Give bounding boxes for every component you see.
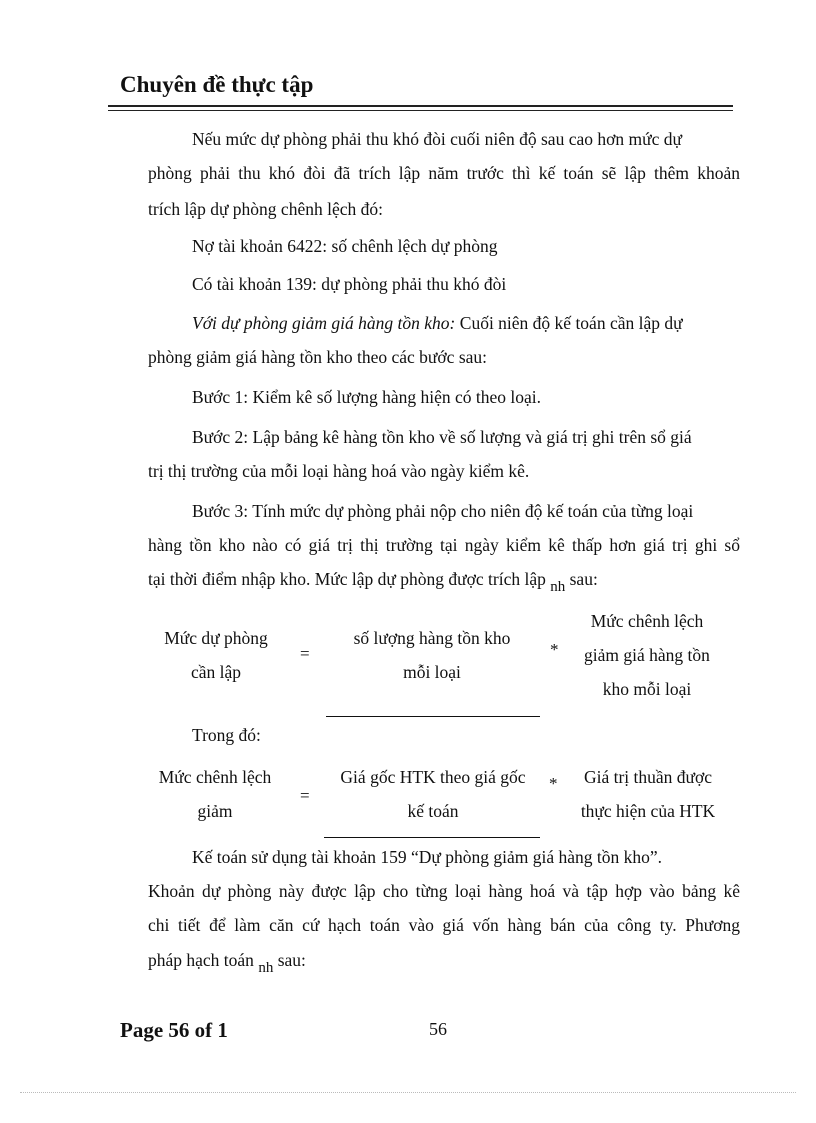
- formula-2-equals: =: [300, 786, 310, 805]
- entry-co: Có tài khoản 139: dự phòng phải thu khó đòi: [192, 274, 507, 294]
- formula-1-right: [568, 604, 726, 706]
- formula-2-middle-line-2: kế toán: [407, 801, 459, 821]
- formula-1-left: [150, 621, 282, 689]
- formula-2-middle-line-1: Giá gốc HTK theo giá gốc: [340, 767, 526, 787]
- step-3-line-3-a: tại thời điểm nhập kho. Mức lập dự phòng được trích lập: [148, 569, 546, 589]
- paragraph-2-line-2: phòng giảm giá hàng tồn kho theo các bước sau:: [148, 347, 488, 367]
- formula-1-middle-line-2: mỗi loại: [403, 662, 461, 682]
- paragraph-3-line-4-a: pháp hạch toán: [148, 950, 254, 970]
- formula-2-fraction-bar: [324, 837, 540, 838]
- formula-2-middle: [322, 760, 544, 828]
- formula-2-right-line-2: thực hiện của HTK: [580, 801, 716, 821]
- formula-1-times: *: [550, 640, 559, 659]
- formula-2-left: [145, 760, 285, 828]
- formula-1-right-line-1: Mức chênh lệch: [590, 611, 704, 631]
- step-3-line-3-b: sau:: [569, 569, 598, 589]
- step-2-line-1: Bước 2: Lập bảng kê hàng tồn kho về số lượng và giá trị ghi trên sổ giá: [192, 427, 692, 447]
- formula-1-left-line-2: cần lập: [190, 662, 242, 682]
- step-2-line-2: trị thị trường của mỗi loại hàng hoá vào ngày kiểm kê.: [148, 461, 530, 481]
- paragraph-2-line-1-rest: Cuối niên độ kế toán cần lập dự: [455, 313, 683, 333]
- paragraph-3-line-4: [148, 950, 306, 977]
- step-3-line-2: hàng tồn kho nào có giá trị thị trường tại ngày kiểm kê thấp hơn giá trị ghi sổ: [148, 535, 740, 555]
- formula-2-right: [568, 760, 728, 828]
- paragraph-2-line-1: [192, 313, 683, 334]
- trong-do-label: Trong đó:: [192, 725, 261, 745]
- formula-1-left-line-1: Mức dự phòng: [164, 628, 268, 648]
- step-3-line-3: [148, 569, 598, 596]
- formula-2-left-line-2: giảm: [197, 801, 233, 821]
- paragraph-1-line-2: phòng phải thu khó đòi đã trích lập năm trước thì kế toán sẽ lập thêm khoản: [148, 163, 740, 183]
- paragraph-3-line-2: Khoản dự phòng này được lập cho từng loại hàng hoá và tập hợp vào bảng kê: [148, 881, 740, 901]
- formula-1-equals: =: [300, 644, 310, 663]
- paragraph-1-line-1: Nếu mức dự phòng phải thu khó đòi cuối niên độ sau cao hơn mức dự: [192, 129, 682, 149]
- page-header-title: Chuyên đề thực tập: [120, 72, 314, 97]
- page-bottom-divider: [20, 1092, 796, 1093]
- header-rule-thin: [108, 110, 733, 111]
- paragraph-1-line-3: trích lập dự phòng chênh lệch đó:: [148, 199, 383, 219]
- paragraph-3-line-1: Kế toán sử dụng tài khoản 159 “Dự phòng giảm giá hàng tồn kho”.: [192, 847, 662, 867]
- formula-2-times: *: [549, 774, 558, 793]
- paragraph-3-line-3: chi tiết để làm căn cứ hạch toán vào giá vốn hàng bán của công ty. Phương: [148, 915, 740, 935]
- formula-1-middle: [326, 621, 538, 689]
- paragraph-3-line-4-b: sau:: [277, 950, 306, 970]
- step-1: Bước 1: Kiểm kê số lượng hàng hiện có theo loại.: [192, 387, 542, 407]
- footer-page-number: 56: [429, 1019, 447, 1039]
- step-3-line-1: Bước 3: Tính mức dự phòng phải nộp cho niên độ kế toán của từng loại: [192, 501, 694, 521]
- paragraph-3-nh: nh: [258, 960, 274, 976]
- entry-no: Nợ tài khoản 6422: số chênh lệch dự phòng: [192, 236, 498, 256]
- paragraph-2-italic-lead: Với dự phòng giảm giá hàng tồn kho:: [192, 313, 456, 333]
- formula-1-right-line-3: kho mỗi loại: [602, 679, 692, 699]
- formula-1-right-line-2: giảm giá hàng tồn: [584, 645, 710, 665]
- header-rule-thick: [108, 105, 733, 107]
- formula-1-fraction-bar: [326, 716, 540, 717]
- step-3-nh: nh: [550, 579, 566, 595]
- formula-2-left-line-1: Mức chênh lệch: [158, 767, 272, 787]
- formula-2-right-line-1: Giá trị thuần được: [583, 767, 713, 787]
- footer-page-label: Page 56 of 1: [120, 1018, 228, 1042]
- formula-1-middle-line-1: số lượng hàng tồn kho: [353, 628, 511, 648]
